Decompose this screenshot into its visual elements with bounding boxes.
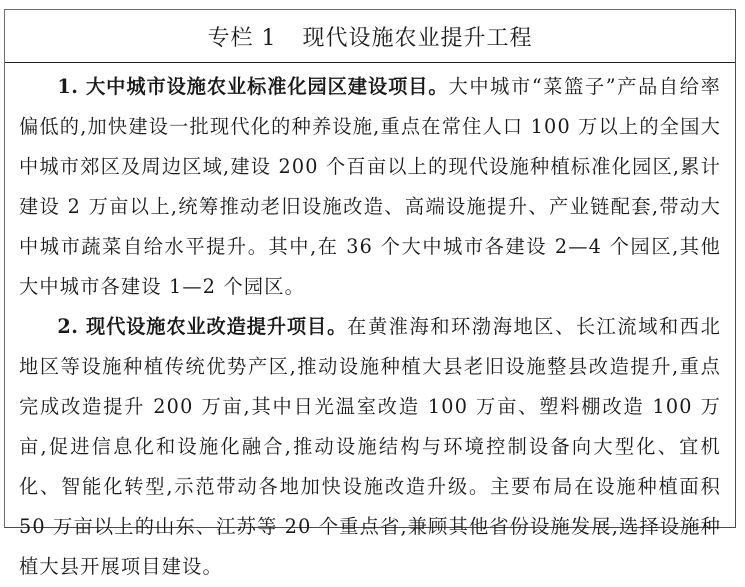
item-text-2: 在黄淮海和环渤海地区、长江流域和西北地区等设施种植传统优势产区,推动设施种植大县老旧设施整县改造提升,重点完成改造提升 200 万亩,其中日光温室改造 100 万亩、塑料棚改造 100 万亩,促进信息化和设施化融合,推动设施结构与环境控制设备向大型化、宜机化、智能化转型,示范带动各地加快设施改造升级。主要布局在设施种植面积 50 万亩以上的山东、江苏等 20 个重点省,兼顾其他省份设施发展,选择设施种植大县开展项目建设。 [19, 315, 721, 578]
column-box [4, 9, 736, 578]
item-paragraph-2 [19, 307, 721, 587]
box-body [5, 63, 735, 587]
box-header [5, 10, 735, 63]
column-label: 专栏 1 [207, 25, 277, 51]
item-paragraph-1 [19, 67, 721, 307]
column-title: 现代设施农业提升工程 [302, 25, 533, 51]
item-text-1: 大中城市“菜篮子”产品自给率偏低的,加快建设一批现代化的种养设施,重点在常住人口 100 万以上的全国大中城市郊区及周边区域,建设 200 个百亩以上的现代设施种植标准化园区,累计建设 2 万亩以上,统筹推动老旧设施改造、高端设施提升、产业链配套,带动大中城市蔬菜自给水平提升。其中,在 36 个大中城市各建设 2—4 个园区,其他大中城市各建设 1—2 个园区。 [19, 75, 721, 298]
item-heading-2: 2. 现代设施农业改造提升项目。 [57, 315, 348, 338]
item-heading-1: 1. 大中城市设施农业标准化园区建设项目。 [57, 75, 449, 98]
